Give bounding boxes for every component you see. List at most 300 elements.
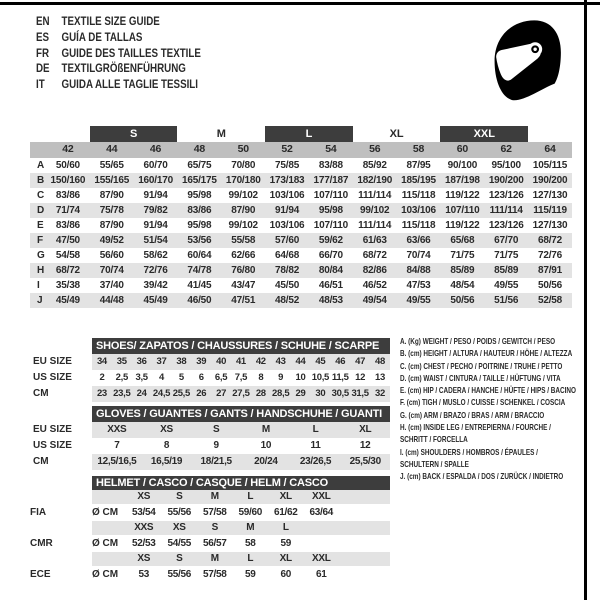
value-band	[92, 422, 390, 438]
size-value: 61/62	[273, 507, 298, 518]
size-value: 50/56	[450, 294, 475, 306]
helmet-icon	[486, 14, 564, 104]
row-label: US SIZE	[33, 372, 72, 383]
standard-label: CMR	[30, 538, 53, 549]
textile-size-table	[30, 126, 572, 308]
size-value: 123/126	[488, 189, 524, 201]
size-value: 173/183	[269, 174, 305, 186]
size-value: 48/53	[318, 294, 343, 306]
helmet-size-row	[30, 490, 390, 504]
legend-item	[400, 422, 587, 447]
size-value: 91/94	[143, 219, 168, 231]
size-band	[92, 521, 390, 535]
size-value: 95/98	[187, 189, 212, 201]
size-value: 115/118	[401, 219, 436, 231]
size-value: 23,5	[113, 388, 131, 399]
size-value: 31,5	[351, 388, 369, 399]
size-value: 8	[163, 440, 170, 451]
size-value: 59/60	[238, 507, 263, 518]
value-band	[92, 438, 390, 454]
column-header-row	[30, 142, 572, 158]
size-value: 12	[359, 440, 371, 451]
size-label: XS	[137, 553, 151, 564]
legend-item	[400, 361, 587, 373]
size-value: 11,5	[331, 372, 349, 383]
size-value: 99/102	[360, 204, 390, 216]
size-value: 24,5	[152, 388, 171, 399]
size-value: 60/70	[143, 159, 168, 171]
language-row	[36, 31, 201, 47]
size-value: 68/72	[55, 264, 80, 276]
size-label: M	[246, 522, 255, 533]
diameter-unit: Ø CM	[92, 507, 119, 518]
column-header: 44	[106, 143, 118, 155]
size-value: 87/90	[99, 219, 124, 231]
size-value: 38	[176, 356, 187, 367]
language-code: FR	[36, 47, 50, 60]
legend-item	[400, 447, 587, 472]
value-band	[92, 535, 390, 552]
size-value: 48/52	[275, 294, 300, 306]
size-value: 83/86	[55, 219, 80, 231]
size-value: 56/57	[202, 538, 227, 549]
guide-title: TEXTILE SIZE GUIDE	[61, 16, 160, 28]
size-value: 25,5	[172, 388, 191, 399]
helmet-data-row	[30, 504, 390, 521]
size-label: XXS	[134, 522, 154, 533]
size-value: 182/190	[357, 174, 393, 186]
size-value: 87/91	[538, 264, 563, 276]
size-value: 57/60	[275, 234, 300, 246]
size-value: 25,5/30	[349, 456, 381, 467]
size-value: 52/58	[538, 294, 563, 306]
size-value: 64/68	[275, 249, 300, 261]
gloves-size-table	[30, 406, 390, 470]
size-value: 65/75	[187, 159, 212, 171]
size-value: 127/130	[532, 219, 568, 231]
size-value: M	[261, 424, 270, 435]
size-value: 95/98	[318, 204, 343, 216]
size-value: 47/53	[406, 279, 431, 291]
legend-line: E. (cm) HIP / CADERA / HANCHE / HÜFTE / HIPS / BACINO	[400, 386, 576, 396]
size-value: 75/78	[99, 204, 124, 216]
size-value: 23/26,5	[299, 456, 332, 467]
size-value: 111/114	[489, 204, 523, 216]
row-label: F	[37, 234, 43, 246]
size-value: 91/94	[275, 204, 300, 216]
language-row	[36, 78, 201, 94]
size-value: 46	[335, 356, 346, 367]
size-value: 59	[280, 538, 292, 549]
guide-title: GUIDE DES TAILLES TEXTILE	[61, 47, 201, 60]
language-code: EN	[36, 16, 50, 28]
legend-line: A. (Kg) WEIGHT / PESO / POIDS / GEWITCH / PESO	[400, 337, 556, 346]
legend-line: B. (cm) HEIGHT / ALTURA / HAUTEUR / HÖHE / ALTEZZA	[400, 349, 573, 359]
language-code: ES	[36, 31, 50, 44]
row-label: J	[37, 294, 43, 306]
size-value: 70/74	[406, 249, 431, 261]
size-value: 87/90	[231, 204, 256, 216]
row-label: C	[37, 189, 45, 201]
size-value: 160/170	[138, 174, 173, 186]
size-group-s: S	[90, 126, 178, 142]
table-row	[30, 354, 390, 370]
legend-line: G. (cm) ARM / BRAZO / BRAS / ARM / BRACCIO	[400, 410, 545, 420]
size-value: 7	[114, 440, 120, 451]
size-value: 119/122	[445, 219, 480, 231]
column-header: 46	[149, 143, 162, 155]
table-title-bar	[92, 476, 390, 490]
size-value: 177/187	[313, 174, 349, 186]
table-row	[30, 454, 390, 470]
size-value: 75/85	[275, 159, 300, 171]
size-value: 46/52	[362, 279, 387, 291]
size-value: 63/66	[406, 234, 431, 246]
legend-line: I. (cm) SHOULDERS / HOMBROS / ÉPAULES /	[400, 447, 538, 457]
size-value: 70/74	[99, 264, 124, 276]
size-label: L	[247, 491, 254, 502]
column-header: 42	[62, 143, 74, 155]
size-value: 30,5	[331, 388, 349, 399]
size-value: 83/88	[318, 159, 343, 171]
size-value: 24	[136, 388, 147, 399]
value-band	[92, 454, 390, 470]
unit-spacer	[92, 490, 126, 504]
size-value: 71/75	[494, 249, 519, 261]
size-value: 105/115	[532, 159, 568, 171]
guide-title: GUÍA DE TALLAS	[61, 31, 143, 44]
size-value: 63/64	[309, 507, 334, 518]
legend-item	[400, 348, 587, 360]
size-label: XS	[137, 491, 151, 502]
shoes-size-table	[30, 338, 390, 402]
diameter-unit: Ø CM	[92, 538, 119, 549]
size-value: 99/102	[228, 189, 258, 201]
size-value: 72/76	[538, 249, 563, 261]
row-label: US SIZE	[33, 440, 72, 451]
language-code: IT	[36, 79, 45, 92]
size-label: XXL	[311, 553, 331, 564]
language-code: DE	[36, 63, 50, 76]
column-header: 62	[500, 143, 512, 155]
size-value: 28,5	[272, 388, 290, 399]
size-value: 84/88	[406, 264, 431, 276]
size-value: 85/89	[494, 264, 519, 276]
row-label: I	[37, 279, 40, 291]
size-value: 8	[258, 372, 264, 383]
size-value: 18/21,5	[200, 456, 232, 467]
diameter-unit: Ø CM	[92, 569, 119, 580]
size-value: 115/119	[533, 204, 567, 216]
size-label: L	[282, 522, 289, 533]
legend-line: SCHRITT / FORCELLA	[400, 435, 468, 445]
measure-row	[30, 293, 572, 308]
value-band	[92, 504, 390, 521]
size-value: 71/75	[450, 249, 475, 261]
value-band	[92, 386, 390, 402]
size-label: XL	[279, 491, 292, 502]
size-value: 85/89	[450, 264, 475, 276]
size-value: 59/62	[318, 234, 343, 246]
column-header: 60	[456, 143, 468, 155]
size-value: 62/66	[231, 249, 256, 261]
top-border-line	[0, 2, 600, 5]
size-value: 67/70	[494, 234, 519, 246]
size-value: 2	[99, 372, 105, 383]
value-band	[92, 370, 390, 386]
size-value: 51/54	[143, 234, 168, 246]
size-value: 74/78	[187, 264, 212, 276]
size-value: 119/122	[445, 189, 480, 201]
size-value: 170/180	[225, 174, 261, 186]
size-value: 43/47	[231, 279, 256, 291]
legend-line: SCHULTERN / SPALLE	[400, 459, 469, 469]
table-title: GLOVES / GUANTES / GANTS / HANDSCHUHE / GUANTI	[96, 408, 382, 420]
size-label: XXL	[311, 491, 331, 502]
size-value: 35/38	[55, 279, 80, 291]
size-value: 44	[295, 356, 306, 367]
size-value: 95/98	[187, 219, 212, 231]
size-value: 37/40	[99, 279, 124, 291]
size-value: 95/100	[491, 159, 521, 171]
guide-title: TEXTILGRÖßENFÜHRUNG	[61, 63, 186, 76]
size-value: 54/58	[55, 249, 80, 261]
size-label: S	[176, 553, 183, 564]
size-value: 6	[198, 372, 204, 383]
size-group-row	[30, 126, 572, 142]
size-value: 90/100	[447, 159, 478, 171]
size-value: 2,5	[115, 372, 128, 383]
size-value: 50/56	[538, 279, 563, 291]
measure-row	[30, 173, 572, 188]
value-band	[92, 354, 390, 370]
size-value: 150/160	[50, 174, 86, 186]
row-label: EU SIZE	[33, 424, 72, 435]
legend-line: F. (cm) TIGH / MUSLO / CUISSE / SCHENKEL / COSCIA	[400, 398, 566, 408]
size-value: 107/110	[313, 189, 348, 201]
size-value: 82/86	[362, 264, 387, 276]
row-label: EU SIZE	[33, 356, 72, 367]
table-title: HELMET / CASCO / CASQUE / HELM / CASCO	[96, 477, 328, 489]
size-value: 53	[138, 569, 150, 580]
size-value: XXS	[107, 424, 127, 435]
size-value: 9	[213, 440, 219, 451]
language-title-block	[36, 15, 201, 94]
row-label: G	[37, 249, 45, 261]
size-value: 55/65	[99, 159, 124, 171]
size-value: 71/74	[55, 204, 80, 216]
size-label: L	[247, 553, 254, 564]
column-header: 52	[281, 143, 293, 155]
size-value: 48/54	[450, 279, 475, 291]
size-group-m: M	[216, 128, 226, 140]
size-value: 44/48	[99, 294, 124, 306]
size-value: 79/82	[143, 204, 168, 216]
size-value: 70/80	[231, 159, 256, 171]
table-title: SHOES/ ZAPATOS / CHAUSSURES / SCHUHE / SCARPE	[96, 340, 380, 352]
size-label: XL	[279, 553, 292, 564]
helmet-size-row	[30, 552, 390, 566]
size-label: S	[176, 491, 183, 502]
legend-item	[400, 373, 587, 385]
standard-label: ECE	[30, 569, 51, 580]
helmet-size-table	[30, 476, 390, 583]
size-value: 56/60	[99, 249, 124, 261]
size-value: XL	[359, 424, 372, 435]
size-value: 43	[275, 356, 286, 367]
size-value: 107/110	[313, 219, 348, 231]
size-value: 57/58	[202, 507, 227, 518]
legend-item	[400, 471, 587, 483]
row-label: A	[37, 159, 45, 171]
size-value: 165/175	[182, 174, 217, 186]
size-value: 103/106	[401, 204, 436, 216]
size-label: M	[210, 553, 219, 564]
size-value: 46/51	[318, 279, 343, 291]
size-label: M	[210, 491, 219, 502]
table-row	[30, 370, 390, 386]
size-value: 55/56	[167, 507, 192, 518]
measure-row	[30, 158, 572, 173]
row-label: D	[37, 204, 45, 216]
size-value: XS	[160, 424, 173, 435]
size-value: 7,5	[234, 372, 248, 383]
measure-row	[30, 248, 572, 263]
size-value: 187/198	[444, 174, 480, 186]
guide-title: GUIDA ALLE TAGLIE TESSILI	[61, 79, 198, 92]
language-row	[36, 15, 201, 31]
size-value: 48	[374, 356, 385, 367]
legend-item	[400, 397, 587, 409]
column-header: 64	[544, 143, 556, 155]
size-value: 57/58	[202, 569, 227, 580]
helmet-data-row	[30, 566, 390, 583]
size-value: 99/102	[228, 219, 258, 231]
column-header: 50	[237, 143, 249, 155]
size-value: 35	[116, 356, 127, 367]
size-value: 37	[156, 356, 167, 367]
size-value: 13	[374, 372, 385, 383]
size-value: 103/106	[269, 219, 305, 231]
size-value: 26	[196, 388, 207, 399]
size-value: 185/195	[401, 174, 436, 186]
size-value: 61/63	[362, 234, 387, 246]
size-value: 47/51	[231, 294, 256, 306]
row-label: E	[37, 219, 44, 231]
size-value: 190/200	[488, 174, 524, 186]
size-value: 80/84	[318, 264, 343, 276]
unit-spacer	[92, 521, 126, 535]
size-value: 58	[244, 538, 256, 549]
language-row	[36, 47, 201, 63]
size-value: 40	[216, 356, 227, 367]
size-value: 54/55	[167, 538, 192, 549]
size-value: 47	[355, 356, 366, 367]
size-group-l: L	[265, 126, 353, 142]
size-value: 59	[244, 569, 256, 580]
size-value: 50/60	[55, 159, 80, 171]
size-value: 53/54	[131, 507, 156, 518]
size-value: 49/52	[99, 234, 124, 246]
right-border-line	[584, 0, 587, 600]
size-value: 49/54	[362, 294, 387, 306]
size-value: 29	[295, 388, 306, 399]
size-value: 83/86	[187, 204, 212, 216]
table-title-bar	[92, 406, 390, 422]
size-value: 32	[374, 388, 385, 399]
size-value: 60/64	[187, 249, 212, 261]
size-value: 65/68	[450, 234, 475, 246]
size-group-xxl: XXL	[440, 126, 528, 142]
size-value: 111/114	[358, 219, 392, 231]
size-value: 39/42	[143, 279, 168, 291]
measure-row	[30, 218, 572, 233]
size-value: 68/72	[362, 249, 387, 261]
column-header: 58	[412, 143, 425, 155]
size-value: 58/62	[143, 249, 168, 261]
size-value: 55/58	[231, 234, 256, 246]
size-value: 68/72	[538, 234, 563, 246]
size-label: XS	[172, 522, 186, 533]
helmet-size-row	[30, 521, 390, 535]
size-value: 20/24	[254, 456, 278, 467]
table-row	[30, 422, 390, 438]
size-value: 51/56	[494, 294, 519, 306]
size-value: 45	[315, 356, 326, 367]
size-value: 155/165	[94, 174, 130, 186]
size-value: 49/55	[494, 279, 519, 291]
size-value: 190/200	[532, 174, 568, 186]
value-band	[92, 566, 390, 583]
size-value: 115/118	[401, 189, 436, 201]
size-value: 103/106	[269, 189, 305, 201]
measure-row	[30, 278, 572, 293]
measurement-legend	[400, 336, 587, 484]
size-value: 45/49	[143, 294, 168, 306]
legend-line: H. (cm) INSIDE LEG / ENTREPIERNA / FOURCHE /	[400, 423, 551, 433]
size-value: 49/55	[406, 294, 431, 306]
size-band	[92, 490, 390, 504]
column-header: 54	[325, 143, 337, 155]
size-value: 27,5	[232, 388, 250, 399]
helmet-data-row	[30, 535, 390, 552]
measure-row	[30, 188, 572, 203]
size-value: 46/50	[187, 294, 212, 306]
size-value: 4	[159, 372, 164, 383]
legend-item	[400, 410, 587, 422]
size-value: 9	[278, 372, 284, 383]
size-value: 28	[255, 388, 266, 399]
size-value: 45/49	[55, 294, 80, 306]
size-value: 10	[295, 372, 306, 383]
row-label: B	[37, 174, 45, 186]
size-label: S	[211, 522, 218, 533]
legend-line: D. (cm) WAIST / CINTURA / TAILLE / HÜFTUNG / VITA	[400, 373, 561, 383]
size-value: 23	[96, 388, 107, 399]
size-group-xl: XL	[389, 128, 404, 140]
size-value: 87/95	[406, 159, 431, 171]
size-value: 61	[315, 569, 327, 580]
size-value: 52/53	[131, 538, 156, 549]
size-value: 12,5/16,5	[97, 456, 137, 467]
size-value: 87/90	[99, 189, 124, 201]
column-header: 48	[193, 143, 206, 155]
size-value: 36	[136, 356, 147, 367]
size-value: 47/50	[55, 234, 80, 246]
row-label-spacer	[30, 142, 46, 158]
size-value: 30	[315, 388, 326, 399]
table-row	[30, 438, 390, 454]
